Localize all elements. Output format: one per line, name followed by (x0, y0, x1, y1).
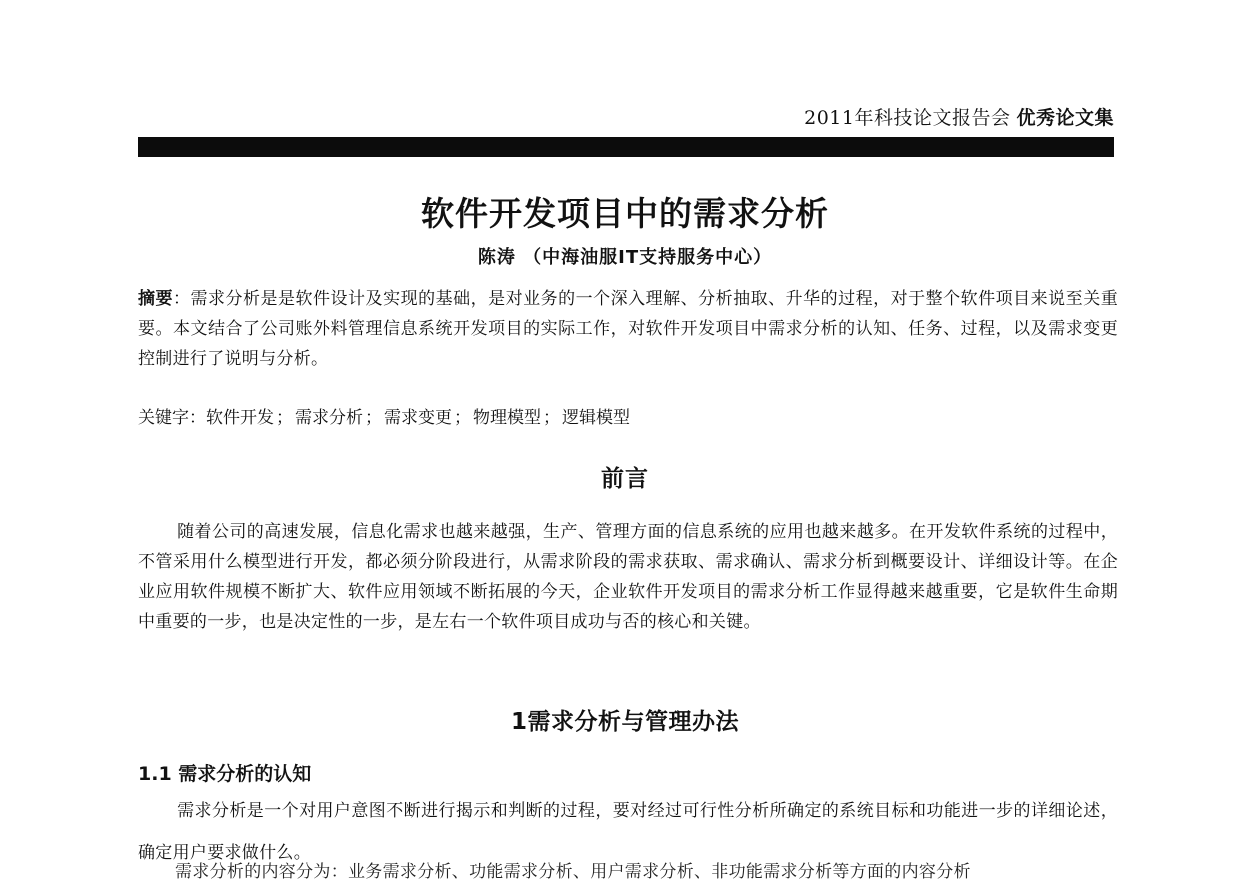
abstract (138, 284, 1118, 374)
keyword-separator: ； (454, 408, 471, 428)
subsection-1-1-heading: 1.1 需求分析的认知 (138, 763, 312, 785)
abstract-label: 摘要 (138, 289, 174, 309)
section-1-1-paragraph: 需求分析是一个对用户意图不断进行揭示和判断的过程，要对经过可行性分析所确定的系统目标和功能进一步的详细论述，确定用户要求做什么。 (138, 801, 1118, 863)
keyword: 需求变更 (384, 408, 452, 428)
keyword-separator: ； (365, 408, 382, 428)
keyword: 需求分析 (295, 408, 363, 428)
author-line: 陈涛 （中海油服IT支持服务中心） (477, 247, 773, 268)
cut-off-text: 需求分析的内容分为：业务需求分析、功能需求分析、用户需求分析、非功能需求分析等方面的内容分析 (175, 862, 971, 882)
keyword-separator: ； (276, 408, 293, 428)
running-header (804, 103, 1114, 130)
keywords-label: 关键字： (138, 408, 206, 428)
abstract-text: 需求分析是是软件设计及实现的基础，是对业务的一个深入理解、分析抽取、升华的过程，对于整个软件项目来说至关重要。本文结合了公司账外料管理信息系统开发项目的实际工作，对软件开发项目中需求分析的认知、任务、过程，以及需求变更控制进行了说明与分析。 (138, 289, 1118, 369)
keyword-separator: ； (543, 408, 560, 428)
abstract-separator: ： (173, 289, 191, 309)
running-header-emphasis: 优秀论文集 (1016, 107, 1114, 129)
keyword: 软件开发 (206, 408, 274, 428)
keyword: 逻辑模型 (562, 408, 630, 428)
keywords (138, 403, 630, 433)
header-rule (138, 137, 1114, 157)
preface-paragraph: 随着公司的高速发展，信息化需求也越来越强，生产、管理方面的信息系统的应用也越来越多。在开发软件系统的过程中，不管采用什么模型进行开发，都必须分阶段进行，从需求阶段的需求获取、需求确认、需求分析到概要设计、详细设计等。在企业应用软件规模不断扩大、软件应用领域不断拓展的今天，企业软件开发项目的需求分析工作显得越来越重要，它是软件生命期中重要的一步，也是决定性的一步，是左右一个软件项目成功与否的核心和关键。 (138, 522, 1118, 632)
keyword: 物理模型 (473, 408, 541, 428)
paper-title: 软件开发项目中的需求分析 (421, 194, 829, 233)
section-1-heading: 1需求分析与管理办法 (510, 709, 739, 735)
running-header-text: 2011年科技论文报告会 (804, 107, 1011, 129)
preface-heading: 前言 (601, 466, 649, 492)
cut-off-text-line (175, 862, 1120, 882)
